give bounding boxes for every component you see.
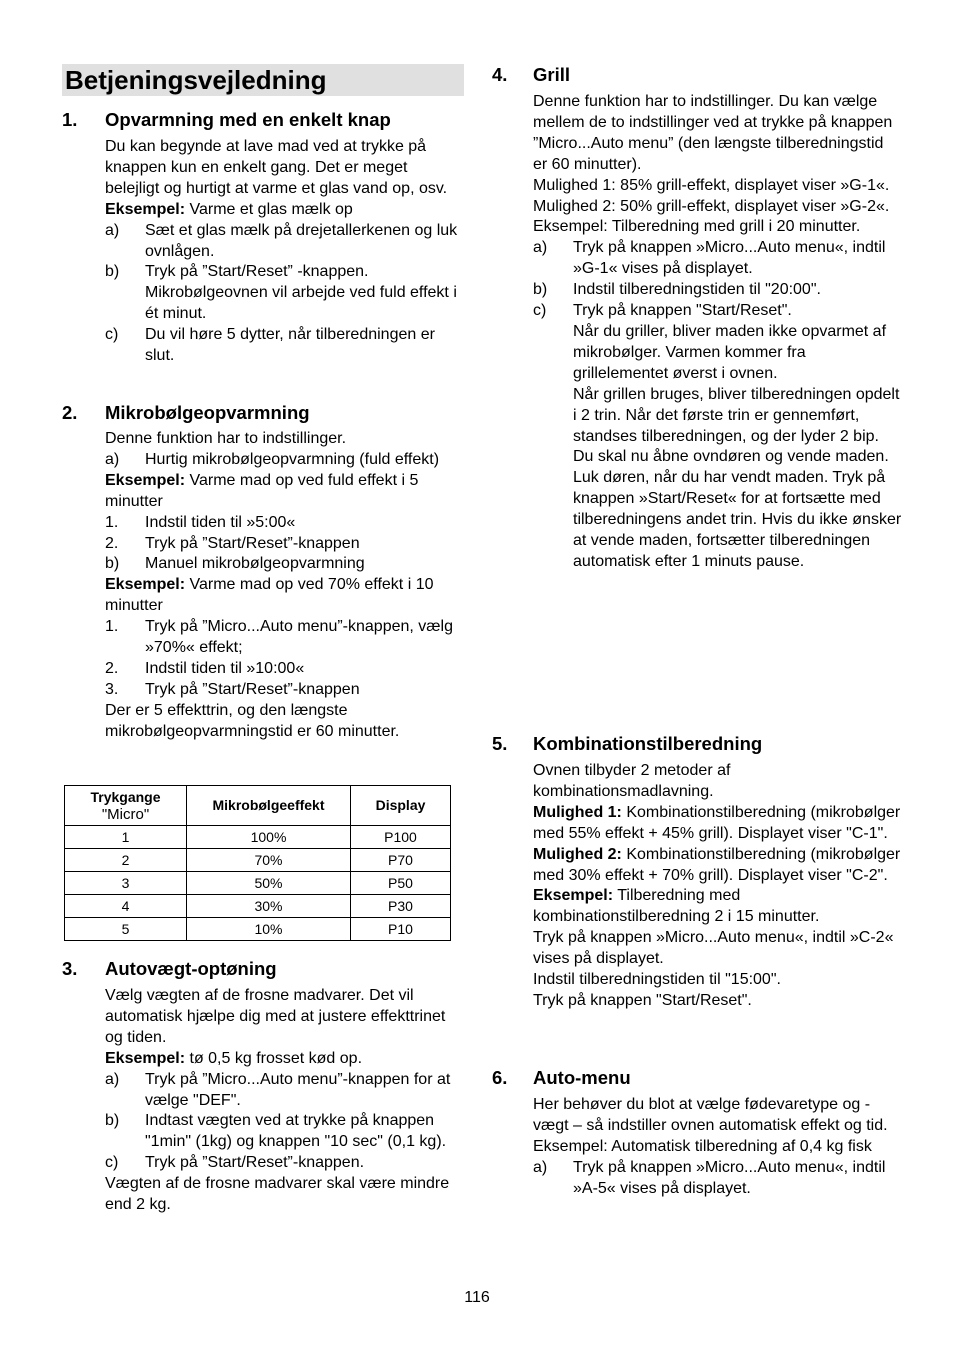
- table-row: [65, 849, 451, 872]
- example-line: Eksempel: Automatisk tilberedning af 0,4 kg fisk: [533, 1137, 872, 1155]
- table-cell: P70: [351, 849, 451, 872]
- example-text: Varme mad op ved 70% effekt i 10 minutter: [105, 576, 434, 615]
- section-6: [492, 1066, 902, 1200]
- example-text: Varme et glas mælk op: [185, 200, 353, 218]
- option-label: Mulighed 1:: [533, 803, 622, 821]
- section-number: 2.: [62, 402, 78, 423]
- table-row: [65, 918, 451, 941]
- paragraph: Tryk på knappen »Micro...Auto menu«, indtil »C-2« vises på displayet.: [533, 929, 894, 968]
- section-1: [62, 108, 464, 367]
- example-line: [105, 1049, 464, 1070]
- list-item: [105, 680, 464, 701]
- example-label: Eksempel:: [533, 887, 614, 905]
- section-4: [492, 63, 902, 573]
- page-number: 116: [464, 1289, 490, 1306]
- section-number: 5.: [492, 733, 508, 754]
- list-item: [533, 280, 902, 301]
- table-cell: 70%: [187, 849, 351, 872]
- list-item: [105, 513, 464, 534]
- option-2-text: [533, 845, 902, 887]
- list-text: Tryk på ”Start/Reset”-knappen: [145, 680, 360, 698]
- example-line: [105, 471, 464, 513]
- section-number: 6.: [492, 1067, 508, 1088]
- column-header-display: Display: [351, 786, 451, 826]
- table-cell: 30%: [187, 895, 351, 918]
- table-cell: P10: [351, 918, 451, 941]
- section-heading: [492, 1066, 902, 1090]
- section-heading: [492, 732, 902, 756]
- paragraph: Ovnen tilbyder 2 metoder af kombinationsmadlavning.: [533, 762, 731, 800]
- paragraph: Tryk på knappen "Start/Reset".: [533, 991, 752, 1009]
- list-text: Manuel mikrobølgeopvarmning: [145, 555, 365, 573]
- list-item: [105, 262, 464, 325]
- list-text: Tryk på ”Start/Reset”-knappen: [145, 534, 360, 552]
- list-item: [533, 238, 902, 280]
- list-item: [105, 325, 464, 367]
- list-item: [105, 450, 464, 471]
- list-item: [105, 617, 464, 659]
- section-title: Auto-menu: [533, 1067, 631, 1088]
- list-text: Tryk på knappen »Micro...Auto menu«, indtil »A-5« vises på displayet.: [573, 1158, 886, 1197]
- list-text: Indstil tiden til »5:00«: [145, 513, 296, 531]
- option-label: Mulighed 2:: [533, 845, 622, 863]
- list-marker: a): [533, 239, 548, 257]
- page-title: Betjeningsvejledning: [62, 64, 464, 96]
- list-marker: c): [533, 302, 547, 320]
- list-text: Tryk på ”Micro...Auto menu”-knappen, vælg »70%« effekt;: [145, 618, 453, 657]
- list-marker: 3.: [105, 680, 119, 698]
- example-label: Eksempel:: [105, 576, 186, 594]
- section-heading: [62, 957, 464, 981]
- list-item: [533, 1158, 902, 1200]
- note-paragraph: Når du griller, bliver maden ikke opvarmet af mikrobølger. Varmen kommer fra grillelementet øverst i ovnen.: [573, 322, 887, 382]
- section-title: Opvarmning med en enkelt knap: [105, 109, 391, 130]
- list-item: [105, 1111, 464, 1153]
- list-marker: 2.: [105, 534, 119, 552]
- section-3: [62, 957, 464, 1216]
- list-item: [105, 554, 464, 575]
- table-cell: 3: [65, 872, 187, 895]
- option-text: Kombinationstilberedning (mikrobølger med 30% effekt + 70% grill). Displayet viser "C-2".: [533, 845, 901, 884]
- header-label: Trykgange: [90, 788, 161, 805]
- list-text: Hurtig mikrobølgeopvarmning (fuld effekt): [145, 450, 440, 468]
- example-text: Tilberedning med kombinationstilberedning 2 i 15 minutter.: [533, 887, 820, 926]
- list-marker: b): [533, 281, 548, 299]
- list-item: [105, 659, 464, 680]
- list-marker: c): [105, 326, 119, 344]
- option-2-text: Mulighed 2: 50% grill-effekt, displayet viser »G-2«.: [533, 197, 890, 215]
- table-cell: 50%: [187, 872, 351, 895]
- list-marker: b): [105, 555, 120, 573]
- list-text: Indtast vægten ved at trykke på knappen "1min" (1kg) og knappen "10 sec" (0,1 kg).: [145, 1112, 447, 1151]
- example-line: Eksempel: Tilberedning med grill i 20 minutter.: [533, 218, 861, 236]
- table-cell: P50: [351, 872, 451, 895]
- list-marker: a): [105, 221, 120, 239]
- list-marker: b): [105, 1112, 120, 1130]
- section-heading: [62, 401, 464, 425]
- option-1-text: Mulighed 1: 85% grill-effekt, displayet viser »G-1«.: [533, 176, 890, 194]
- example-label: Eksempel:: [105, 200, 186, 218]
- example-text: tø 0,5 kg frosset kød op.: [185, 1049, 363, 1067]
- table-cell: 1: [65, 826, 187, 849]
- list-text: Sæt et glas mælk på drejetallerkenen og luk ovnlågen.: [145, 221, 458, 260]
- list-text: Du vil høre 5 dytter, når tilberedningen er slut.: [145, 326, 435, 365]
- example-text: Varme mad op ved fuld effekt i 5 minutter: [105, 471, 419, 510]
- table-cell: P100: [351, 826, 451, 849]
- option-1-text: [533, 803, 902, 845]
- paragraph: Vælg vægten af de frosne madvarer. Det vil automatisk hjælpe dig med at justere effekttrinet og tiden.: [105, 987, 446, 1046]
- list-marker: b): [105, 263, 120, 281]
- table-cell: 2: [65, 849, 187, 872]
- paragraph: Denne funktion har to indstillinger.: [105, 430, 347, 447]
- section-title: Grill: [533, 64, 571, 85]
- table-cell: P30: [351, 895, 451, 918]
- header-sublabel: "Micro": [101, 805, 150, 823]
- table-row: [65, 872, 451, 895]
- list-marker: a): [105, 450, 120, 468]
- option-text: Kombinationstilberedning (mikrobølger med 55% effekt + 45% grill). Displayet viser "C-1".: [533, 803, 901, 842]
- example-line: [105, 200, 464, 221]
- paragraph: Indstil tilberedningstiden til "15:00".: [533, 971, 781, 989]
- table-cell: 100%: [187, 826, 351, 849]
- section-heading: [492, 63, 902, 87]
- power-level-table: [64, 785, 451, 941]
- list-item: [105, 1153, 464, 1174]
- paragraph: Denne funktion har to indstillinger. Du kan vælge mellem de to indstillinger ved at trykke på knappen ”Micro...Auto menu” (den længste tilberedningstid er 60 minutter).: [533, 93, 893, 173]
- table-row: [65, 826, 451, 849]
- paragraph: Vægten af de frosne madvarer skal være mindre end 2 kg.: [105, 1175, 450, 1214]
- table-row: [65, 895, 451, 918]
- section-title: Mikrobølgeopvarmning: [105, 402, 310, 423]
- table-cell: 10%: [187, 918, 351, 941]
- list-marker: a): [105, 1070, 120, 1088]
- list-item: [533, 301, 902, 322]
- section-title: Autovægt-optøning: [105, 958, 277, 979]
- paragraph: Der er 5 effekttrin, og den længste mikrobølgeopvarmningstid er 60 minutter.: [105, 701, 400, 740]
- list-text: Tryk på knappen »Micro...Auto menu«, indtil »G-1« vises på displayet.: [573, 239, 886, 278]
- column-header-presses: [65, 786, 187, 826]
- note-paragraph: Når grillen bruges, bliver tilberedningen opdelt i 2 trin. Når det første trin er gennemført, standses tilberedningen, og der lyder 2 bip. Du skal nu åbne ovndøren og vende maden. Luk døren, når du har vendt maden. Tryk på knappen »Start/Reset« for at fortsætte med tilberedningens andet trin. Hvis du ikke ønsker at vende maden, fortsætter tilberedningen automatisk efter 1 minuts pause.: [573, 385, 902, 570]
- example-label: Eksempel:: [105, 1049, 186, 1067]
- table-cell: 5: [65, 918, 187, 941]
- list-text: Indstil tilberedningstiden til "20:00".: [573, 281, 821, 299]
- section-heading: [62, 108, 464, 132]
- section-number: 4.: [492, 64, 508, 85]
- table-cell: 4: [65, 895, 187, 918]
- list-marker: c): [105, 1154, 119, 1172]
- list-text: Tryk på ”Micro...Auto menu”-knappen for at vælge "DEF".: [145, 1070, 451, 1109]
- section-number: 1.: [62, 109, 78, 130]
- table-header-row: [65, 786, 451, 826]
- list-text: Indstil tiden til »10:00«: [145, 659, 305, 677]
- list-text: Tryk på knappen "Start/Reset".: [573, 302, 792, 320]
- section-5: [492, 732, 902, 1012]
- list-marker: 2.: [105, 659, 119, 677]
- list-item: [105, 534, 464, 555]
- section-title: Kombinationstilberedning: [533, 733, 763, 754]
- list-marker: 1.: [105, 513, 119, 531]
- example-line: [533, 886, 902, 928]
- example-label: Eksempel:: [105, 471, 186, 489]
- list-text: Tryk på ”Start/Reset” -knappen. Mikrobølgeovnen vil arbejde ved fuld effekt i ét minut.: [145, 263, 457, 323]
- list-item: [105, 1070, 464, 1112]
- list-text: Tryk på ”Start/Reset”-knappen.: [145, 1154, 365, 1172]
- column-header-power: Mikrobølgeeffekt: [187, 786, 351, 826]
- list-marker: a): [533, 1158, 548, 1176]
- list-marker: 1.: [105, 618, 119, 636]
- list-item: [105, 221, 464, 263]
- section-number: 3.: [62, 958, 78, 979]
- example-line: [105, 575, 464, 617]
- paragraph: Her behøver du blot at vælge fødevaretype og -vægt – så indstiller ovnen automatisk effekt og tid.: [533, 1096, 888, 1134]
- section-2: [62, 401, 464, 743]
- paragraph: Du kan begynde at lave mad ved at trykke på knappen kun en enkelt gang. Det er meget belejligt og hurtigt at varme et glas vand op, osv.: [105, 138, 448, 197]
